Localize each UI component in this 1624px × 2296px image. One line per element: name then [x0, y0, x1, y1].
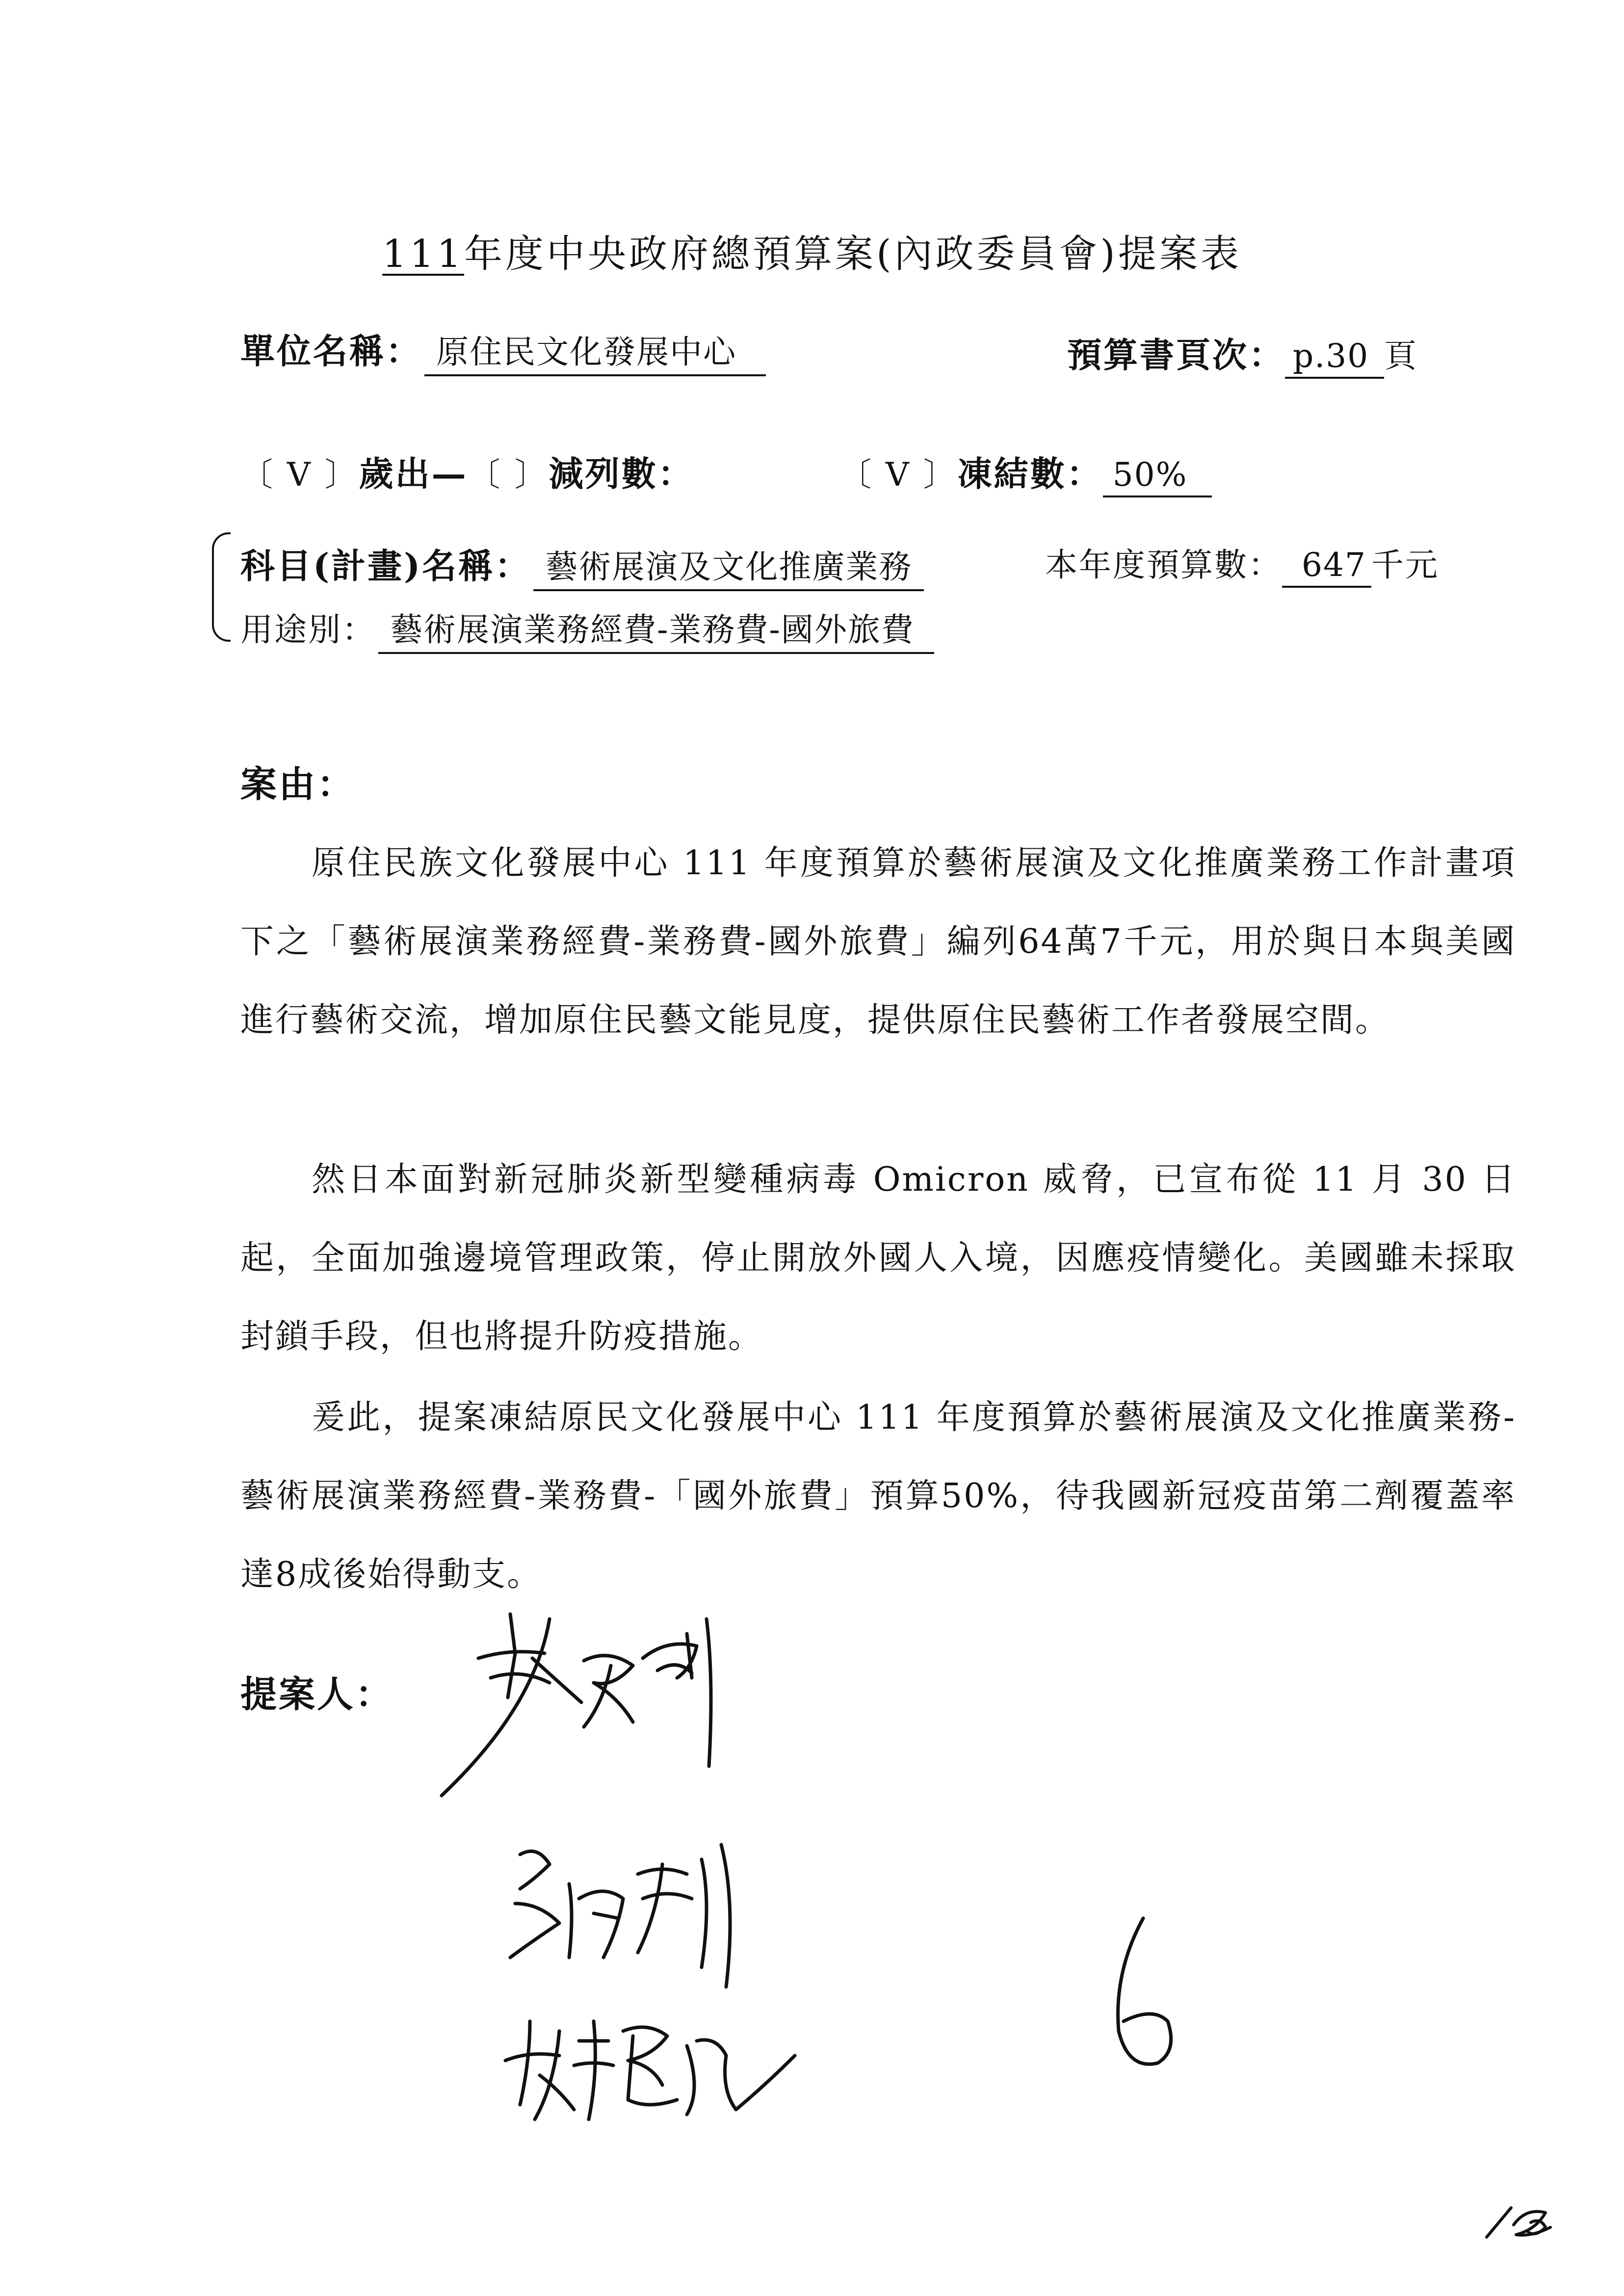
title-year: 111 — [382, 232, 464, 276]
usage-label: 用途別： — [240, 611, 376, 649]
freeze-checkbox: 〔 V 〕 — [839, 456, 958, 494]
handwritten-number-6 — [1118, 1918, 1171, 2064]
page-mark-162 — [1487, 2208, 1550, 2237]
signature-1 — [442, 1614, 711, 1796]
proposer-label: 提案人： — [240, 1673, 393, 1716]
reason-paragraph-3: 爰此，提案凍結原民文化發展中心 111 年度預算於藝術展演及文化推廣業務-藝術展演業務經費-業務費-「國外旅費」預算50%，待我國新冠疫苗第二劑覆蓋率達8成後始得動支。 — [240, 1398, 1516, 1594]
reduce-label: 減列數： — [549, 453, 694, 494]
subject-label: 科目(計畫)名稱： — [240, 546, 531, 586]
budget-page-label: 預算書頁次： — [1067, 335, 1285, 375]
freeze-value: 50% — [1103, 456, 1212, 497]
annual-budget-unit: 千元 — [1371, 546, 1439, 584]
annual-budget-label: 本年度預算數： — [1045, 546, 1282, 584]
expenditure-checkbox: 〔 V 〕 — [240, 456, 359, 494]
freeze-label: 凍結數： — [957, 453, 1103, 494]
expenditure-label: 歲出— — [359, 453, 468, 494]
reason-paragraph-2: 然日本面對新冠肺炎新型變種病毒 Omicron 威脅，已宣布從 11 月 30 日起，全面加強邊境管理政策，停止開放外國人入境，因應疫情變化。美國雖未採取封鎖手段，但也將提升防疫措施。 — [240, 1160, 1516, 1356]
budget-page-suffix: 頁 — [1384, 337, 1418, 375]
reason-heading: 案由： — [240, 763, 355, 806]
reason-paragraph-1: 原住民族文化發展中心 111 年度預算於藝術展演及文化推廣業務工作計畫項下之「藝術展演業務經費-業務費-國外旅費」編列64萬7千元，用於與日本與美國進行藝術交流，增加原住民藝文能見度，提供原住民藝術工作者發展空間。 — [240, 844, 1516, 1040]
budget-page-value: p.30 — [1285, 337, 1384, 379]
reduce-checkbox: 〔 〕 — [468, 456, 549, 494]
unit-value: 原住民文化發展中心 — [424, 326, 766, 376]
subject-value: 藝術展演及文化推廣業務 — [533, 541, 924, 591]
title-text: 年度中央政府總預算案(內政委員會)提案表 — [464, 232, 1242, 276]
signature-2 — [510, 1845, 730, 1987]
annual-budget-value: 647 — [1282, 546, 1371, 588]
unit-label: 單位名稱： — [240, 331, 422, 371]
signature-3 — [505, 2021, 795, 2119]
usage-value: 藝術展演業務經費-業務費-國外旅費 — [378, 603, 934, 654]
